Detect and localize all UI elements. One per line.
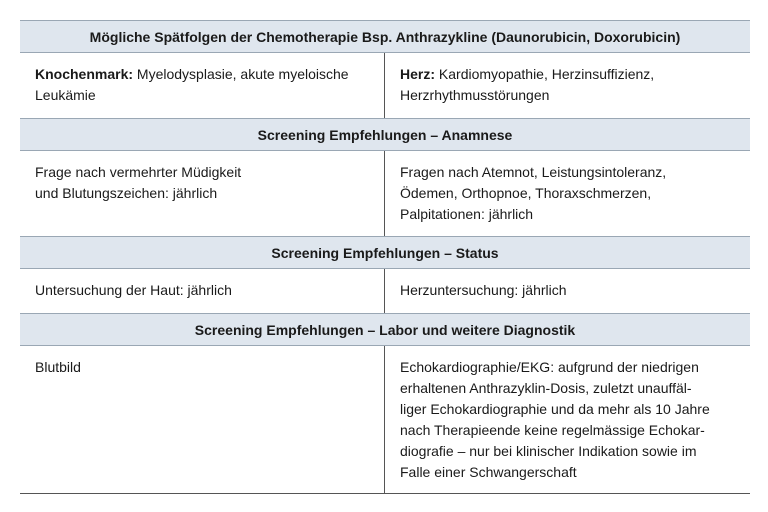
- cell-line: Ödemen, Orthopnoe, Thoraxschmerzen,: [400, 185, 652, 201]
- cell-line: Blutbild: [35, 359, 81, 375]
- cell-line: Leukämie: [35, 87, 96, 103]
- cell-label-heart: Herz:: [400, 66, 436, 82]
- cell-labor-left: [20, 346, 385, 493]
- cell-bone-marrow: [20, 53, 385, 118]
- cell-line: Herzuntersuchung: jährlich: [400, 282, 567, 298]
- cell-line: Herzrhythmusstörungen: [400, 87, 550, 103]
- cell-status-left: [20, 269, 385, 313]
- section-header-labor: [20, 313, 750, 346]
- cell-line: Palpitationen: jährlich: [400, 206, 534, 222]
- cell-line: Untersuchung der Haut: jährlich: [35, 282, 232, 298]
- section-header-late-effects: [20, 20, 750, 53]
- cell-line: Herz: Kardiomyopathie, Herzinsuffizienz,: [400, 66, 655, 82]
- row-labor: [20, 346, 750, 494]
- section-header-status: [20, 236, 750, 269]
- section-header-text: Screening Empfehlungen – Status: [271, 244, 499, 261]
- cell-line: Falle einer Schwangerschaft: [400, 464, 577, 480]
- cell-labor-right: [385, 346, 750, 493]
- section-header-text: Screening Empfehlungen – Anamnese: [257, 126, 513, 143]
- cell-status-right: [385, 269, 750, 313]
- cell-line: Echokardiographie/EKG: aufgrund der niedrigen: [400, 359, 699, 375]
- section-header-text: Mögliche Spätfolgen der Chemotherapie Bsp. Anthrazykline (Daunorubicin, Doxorubicin): [89, 28, 681, 45]
- section-header-text: Screening Empfehlungen – Labor und weitere Diagnostik: [194, 321, 576, 338]
- cell-line: nach Therapieende keine regelmässige Echokar-: [400, 422, 705, 438]
- cell-line: Fragen nach Atemnot, Leistungsintoleranz,: [400, 164, 667, 180]
- cell-heart: [385, 53, 750, 118]
- follow-up-table: [20, 20, 750, 494]
- cell-line: Knochenmark: Myelodysplasie, akute myeloische: [35, 66, 349, 82]
- cell-line: erhaltenen Anthrazyklin-Dosis, zuletzt unauffäl-: [400, 380, 692, 396]
- cell-anamnese-right: [385, 151, 750, 236]
- cell-anamnese-left: [20, 151, 385, 236]
- cell-line: und Blutungszeichen: jährlich: [35, 185, 218, 201]
- section-header-anamnese: [20, 118, 750, 151]
- cell-line: diografie – nur bei klinischer Indikation sowie im: [400, 443, 697, 459]
- row-late-effects: [20, 53, 750, 118]
- row-anamnese: [20, 151, 750, 236]
- cell-line: Frage nach vermehrter Müdigkeit: [35, 164, 242, 180]
- cell-line: liger Echokardiographie und da mehr als 10 Jahre: [400, 401, 710, 417]
- row-status: [20, 269, 750, 313]
- cell-label-bone-marrow: Knochenmark:: [35, 66, 134, 82]
